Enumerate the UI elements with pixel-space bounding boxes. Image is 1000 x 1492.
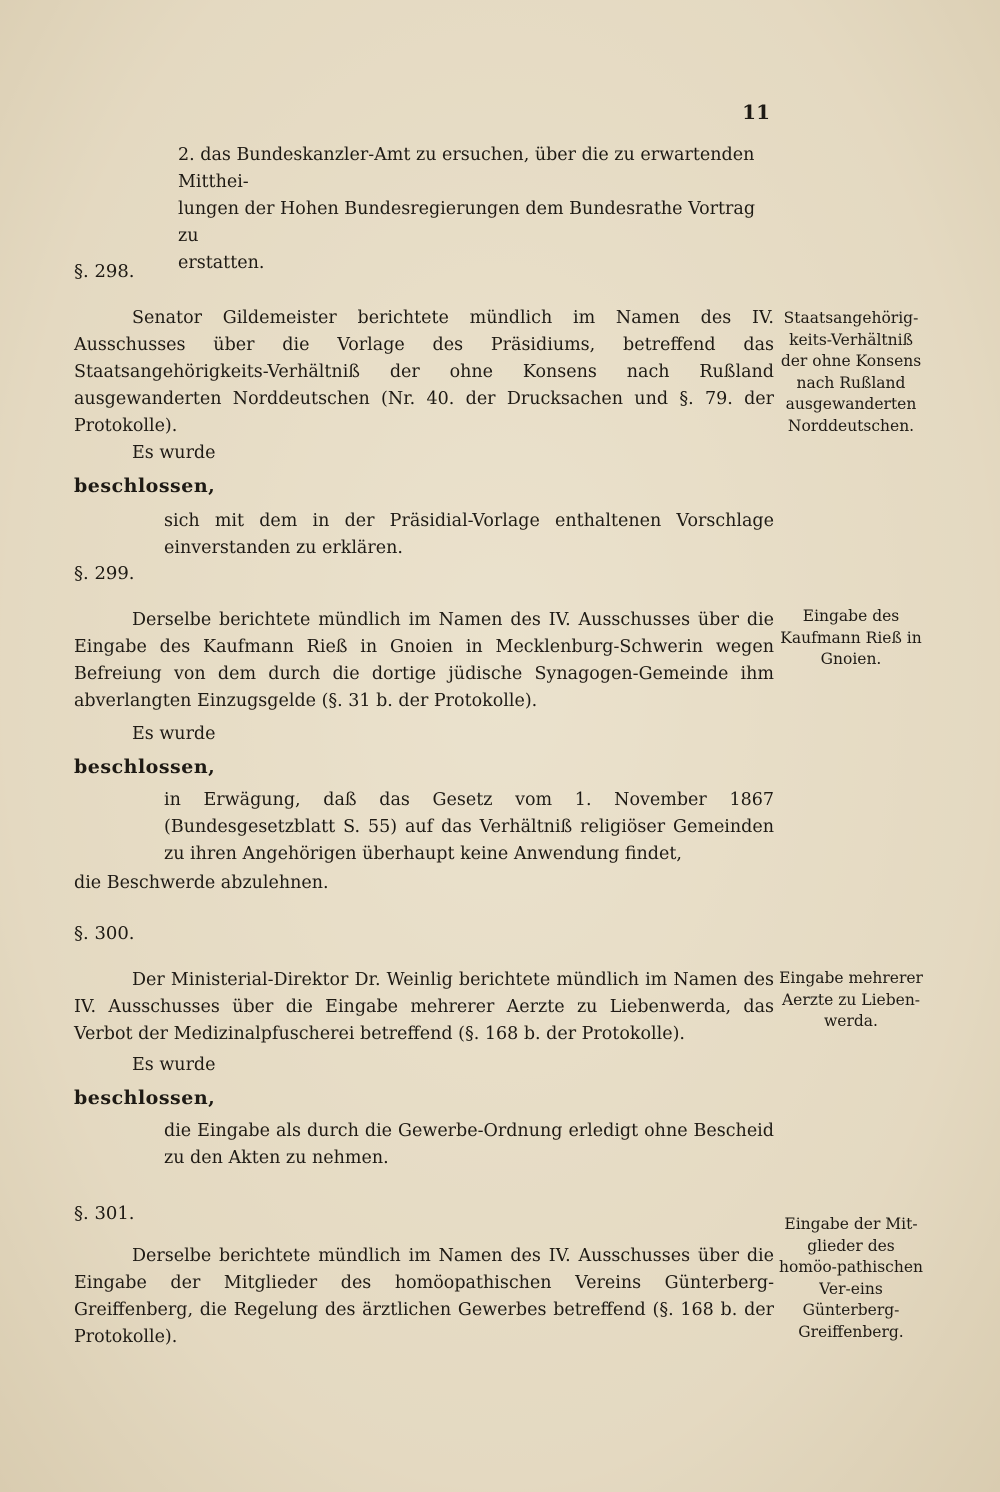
section-heading: §. 301. xyxy=(74,1203,135,1224)
section-301 xyxy=(74,1200,774,1351)
section-paragraph: Derselbe berichtete mündlich im Namen des IV. Ausschusses über die Eingabe der Mitglieder des homöopathischen Vereins Günterberg-Greiffenberg, die Regelung des ärztlichen Gewerbes betreffend (§. 168 b. der Protokolle). xyxy=(74,1246,774,1347)
decision-text: die Beschwerde abzulehnen. xyxy=(74,873,329,893)
section-heading: §. 300. xyxy=(74,923,135,944)
beschlossen-heading: beschlossen, xyxy=(74,475,216,497)
es-wurde: Es wurde xyxy=(132,1055,216,1075)
section-299 xyxy=(74,560,774,897)
margin-note: Eingabe des Kaufmann Rieß in Gnoien. xyxy=(780,607,922,668)
decision-text: die Eingabe als durch die Gewerbe-Ordnung erledigt ohne Bescheid zu den Akten zu nehmen. xyxy=(164,1121,774,1168)
beschlossen-heading: beschlossen, xyxy=(74,756,216,778)
section-heading: §. 299. xyxy=(74,563,135,584)
section-paragraph: Der Ministerial-Direktor Dr. Weinlig berichtete mündlich im Namen des IV. Ausschusses über die Eingabe mehrerer Aerzte zu Liebenwerda, das Verbot der Medizinalpfuscherei betreffend (§. 168 b. der Protokolle). xyxy=(74,970,774,1044)
margin-note: Staatsangehörig-keits-Verhältniß der ohne Konsens nach Rußland ausgewanderten Norddeutschen. xyxy=(780,309,922,435)
beschlossen-heading: beschlossen, xyxy=(74,1087,216,1109)
section-paragraph: Derselbe berichtete mündlich im Namen des IV. Ausschusses über die Eingabe des Kaufmann Rieß in Gnoien in Mecklenburg-Schwerin wegen Befreiung von dem durch die dortige jüdische Synagogen-Gemeinde ihm abverlangten Einzugsgelde (§. 31 b. der Protokolle). xyxy=(74,610,774,711)
section-paragraph: Senator Gildemeister berichtete mündlich im Namen des IV. Ausschusses über die Vorlage des Präsidiums, betreffend das Staatsangehörigkeits-Verhältniß der ohne Konsens nach Rußland ausgewanderten Norddeutschen (Nr. 40. der Drucksachen und §. 79. der Protokolle). xyxy=(74,308,774,436)
margin-note: Eingabe der Mit-glieder des homöo-pathischen Ver-eins Günterberg-Greiffenberg. xyxy=(778,1215,924,1341)
section-300 xyxy=(74,920,774,1172)
item-2-line: lungen der Hohen Bundesregierungen dem Bundesrathe Vortrag zu xyxy=(178,199,756,246)
item-2-line: erstatten. xyxy=(178,253,265,273)
section-298 xyxy=(74,258,774,562)
es-wurde: Es wurde xyxy=(132,724,216,744)
es-wurde: Es wurde xyxy=(132,443,216,463)
item-2-line: 2. das Bundeskanzler-Amt zu ersuchen, über die zu erwartenden Mitthei- xyxy=(178,145,755,192)
page-number: 11 xyxy=(742,100,770,124)
item-2-block xyxy=(178,142,774,277)
section-heading: §. 298. xyxy=(74,261,135,282)
decision-text: sich mit dem in der Präsidial-Vorlage enthaltenen Vorschlage einverstanden zu erklären. xyxy=(164,511,774,558)
consideration-text: in Erwägung, daß das Gesetz vom 1. November 1867 (Bundesgesetzblatt S. 55) auf das Verhältniß religiöser Gemeinden zu ihren Angehörigen überhaupt keine Anwendung findet, xyxy=(164,790,774,864)
margin-note: Eingabe mehrerer Aerzte zu Lieben-werda. xyxy=(779,969,923,1030)
